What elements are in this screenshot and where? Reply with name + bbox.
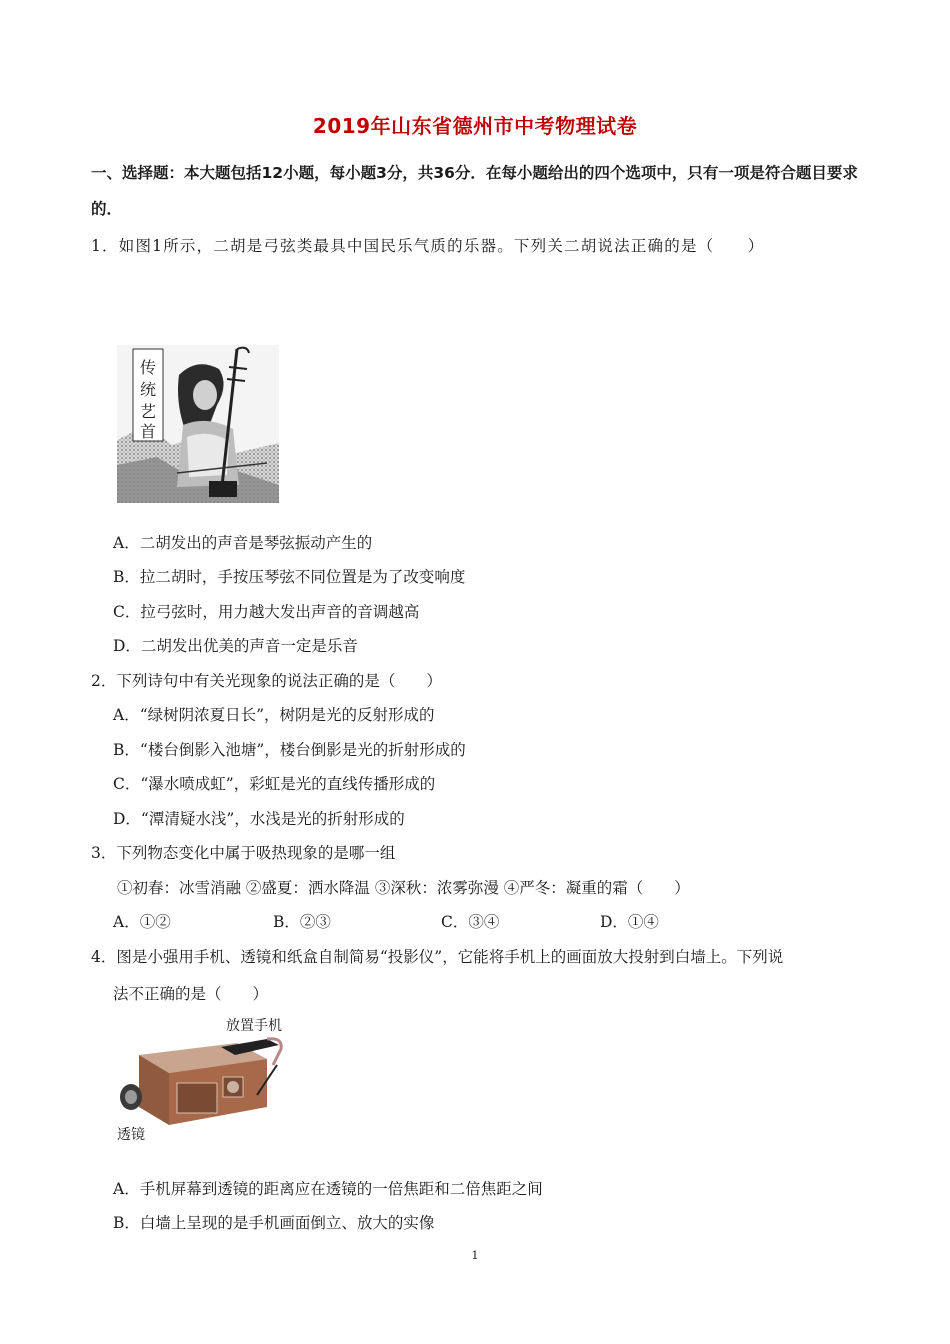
svg-text:统: 统 — [139, 380, 157, 399]
question-4-stem-line1: 4．图是小强用手机、透镜和纸盒自制简易“投影仪”，它能将手机上的画面放大投射到白墙上。下列说 — [91, 948, 784, 966]
q3-option-d: D．①④ — [600, 913, 659, 931]
page-title: 2019年山东省德州市中考物理试卷 — [312, 114, 638, 138]
projector-box-image — [117, 1035, 285, 1127]
q2-option-d: D．“潭清疑水浅”，水浅是光的折射形成的 — [113, 810, 405, 828]
question-3-stem: 3．下列物态变化中属于吸热现象的是哪一组 — [91, 844, 396, 862]
q3-option-a: A．①② — [113, 913, 171, 931]
svg-text:艺: 艺 — [139, 402, 157, 421]
erhu-figure — [117, 345, 279, 503]
q1-option-d: D．二胡发出优美的声音一定是乐音 — [113, 637, 358, 655]
question-2-stem: 2．下列诗句中有关光现象的说法正确的是（ ） — [91, 672, 442, 690]
question-1-stem: 1．如图1所示，二胡是弓弦类最具中国民乐气质的乐器。下列关二胡说法正确的是（ ） — [91, 237, 765, 255]
q4-option-b: B．白墙上呈现的是手机画面倒立、放大的实像 — [113, 1214, 435, 1232]
svg-text:传: 传 — [139, 358, 157, 377]
section-heading: 一、选择题：本大题包括12小题，每小题3分，共36分．在每小题给出的四个选项中，只有一项是符合题目要求的． — [91, 164, 858, 218]
q1-option-c: C．拉弓弦时，用力越大发出声音的音调越高 — [113, 603, 420, 621]
question-4-stem-line2: 法不正确的是（ ） — [113, 985, 269, 1003]
erhu-player-image — [117, 345, 279, 503]
projector-figure — [117, 1035, 285, 1127]
q3-option-c: C．③④ — [441, 913, 500, 931]
q3-option-b: B．②③ — [273, 913, 331, 931]
q1-option-a: A．二胡发出的声音是琴弦振动产生的 — [113, 534, 373, 552]
q2-option-c: C．“瀑水喷成虹”，彩虹是光的直线传播形成的 — [113, 775, 436, 793]
label-lens: 透镜 — [117, 1127, 145, 1143]
page-number: 1 — [471, 1249, 479, 1262]
question-3-choices-line: ①初春：冰雪消融 ②盛夏：洒水降温 ③深秋：浓雾弥漫 ④严冬：凝重的霜（ ） — [117, 879, 690, 897]
q2-option-b: B．“楼台倒影入池塘”，楼台倒影是光的折射形成的 — [113, 741, 466, 759]
label-place-phone: 放置手机 — [226, 1018, 282, 1034]
q1-option-b: B．拉二胡时，手按压琴弦不同位置是为了改变响度 — [113, 568, 466, 586]
q2-option-a: A．“绿树阴浓夏日长”，树阴是光的反射形成的 — [113, 706, 435, 724]
q4-option-a: A．手机屏幕到透镜的距离应在透镜的一倍焦距和二倍焦距之间 — [113, 1180, 543, 1198]
svg-text:首: 首 — [139, 422, 157, 441]
